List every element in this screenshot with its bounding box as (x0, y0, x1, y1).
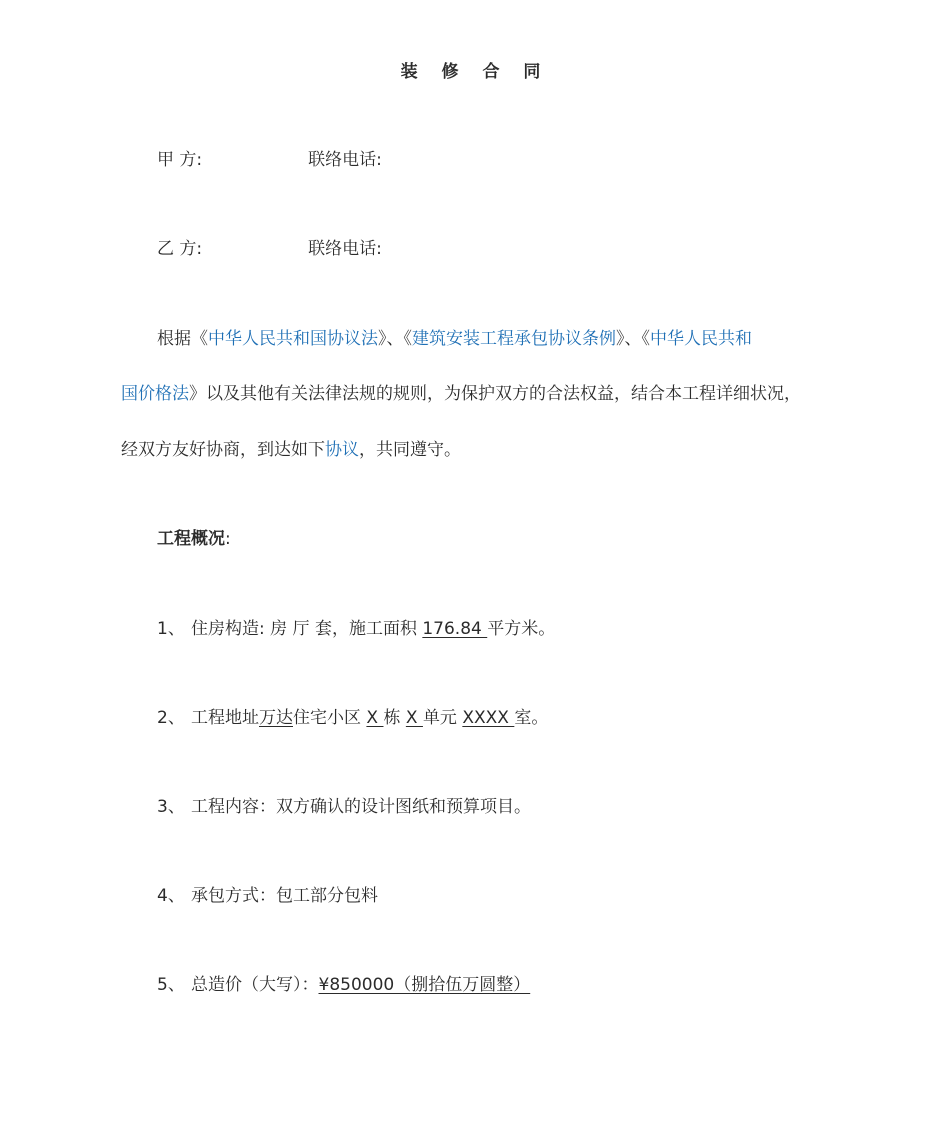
preamble-line-2 (121, 382, 801, 406)
item-3 (157, 795, 531, 819)
party-b-label: 乙 方: (157, 239, 203, 259)
construction-area-value: 176.84 (422, 619, 488, 639)
preamble-text: 根据《 (157, 329, 208, 349)
item-number: 3、 (157, 797, 185, 817)
overview-heading: 工程概况 (157, 529, 225, 549)
party-a-phone-label: 联络电话: (308, 150, 382, 170)
item-text: 承包方式：包工部分包料 (191, 886, 378, 906)
overview-colon: : (225, 529, 231, 549)
preamble-line-1 (157, 327, 752, 351)
party-a-line (157, 148, 382, 172)
item-1 (157, 617, 555, 641)
item-text: 工程地址 (191, 708, 259, 728)
item-number: 4、 (157, 886, 185, 906)
law-link-contract-law[interactable]: 中华人民共和国协议法 (208, 329, 378, 349)
law-link-construction-regulations[interactable]: 建筑安装工程承包协议条例 (412, 329, 616, 349)
law-link-price-law-part2[interactable]: 国价格法 (121, 384, 189, 404)
item-text: 住宅小区 (293, 708, 367, 728)
party-b-line (157, 237, 382, 261)
preamble-text: 经双方友好协商，到达如下 (121, 440, 325, 460)
item-number: 5、 (157, 975, 185, 995)
preamble-line-3 (121, 438, 461, 462)
item-number: 2、 (157, 708, 185, 728)
party-b-phone-label: 联络电话: (308, 239, 382, 259)
item-number: 1、 (157, 619, 185, 639)
item-text: 室。 (514, 708, 549, 728)
item-4 (157, 884, 378, 908)
item-5 (157, 973, 530, 997)
item-text: 总造价（大写）： (191, 975, 319, 995)
item-text: 单元 (422, 708, 463, 728)
item-text: 工程内容：双方确认的设计图纸和预算项目。 (191, 797, 531, 817)
item-text: 平方米。 (487, 619, 556, 639)
building-value: X (366, 708, 384, 728)
total-price-value: ¥850000（捌拾伍万圆整） (318, 975, 531, 995)
law-link-price-law-part1[interactable]: 中华人民共和 (650, 329, 752, 349)
preamble-text: 》、《 (378, 329, 412, 349)
item-text: 栋 (383, 708, 406, 728)
unit-value: X (405, 708, 423, 728)
community-name-value: 万达 (259, 708, 293, 728)
agreement-link[interactable]: 协议 (325, 440, 359, 460)
overview-heading-line (157, 527, 231, 551)
party-a-label: 甲 方: (157, 150, 203, 170)
contract-title: 装 修 合 同 (400, 62, 550, 82)
preamble-text: 》以及其他有关法律法规的规则，为保护双方的合法权益，结合本工程详细状况， (189, 384, 801, 404)
item-text: 住房构造: 房 厅 套，施工面积 (191, 619, 423, 639)
room-value: XXXX (462, 708, 515, 728)
preamble-text: 》、《 (616, 329, 650, 349)
preamble-text: ，共同遵守。 (359, 440, 461, 460)
item-2 (157, 706, 548, 730)
